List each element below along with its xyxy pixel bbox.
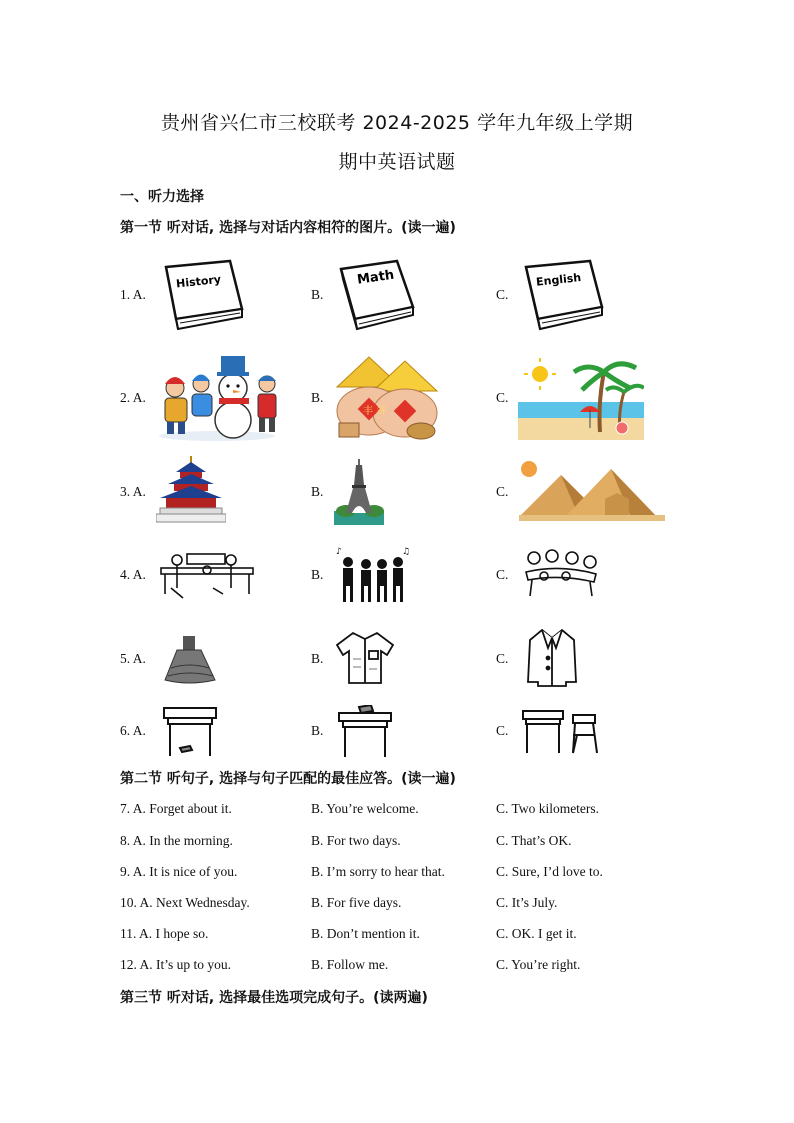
harvest-image xyxy=(333,351,441,441)
q12-option-b: B. Follow me. xyxy=(311,957,389,972)
q5-label-c: C. xyxy=(496,651,509,666)
q2-label-c: C. xyxy=(496,390,509,405)
q7-option-c: C. Two kilometers. xyxy=(496,801,600,816)
q6-label-c: C. xyxy=(496,723,509,738)
q10-option-a: 10. A. Next Wednesday. xyxy=(120,895,250,910)
pyramids-image xyxy=(519,459,665,521)
section2-heading: 第二节 听句子, 选择与句子匹配的最佳应答。(读一遍) xyxy=(120,771,456,787)
english-book-image xyxy=(522,257,610,337)
shirt-image xyxy=(335,629,395,685)
desk-with-item-on-top-image xyxy=(335,705,395,759)
q4-label-c: C. xyxy=(496,567,509,582)
q2-label-a: 2. A. xyxy=(120,390,146,405)
beach-image xyxy=(518,352,644,440)
math-book-image xyxy=(337,257,419,337)
q12-option-a: 12. A. It’s up to you. xyxy=(120,957,232,972)
q4-label-b: B. xyxy=(311,567,324,582)
dress-image xyxy=(163,632,217,686)
document-subtitle: 期中英语试题 xyxy=(338,151,456,173)
eiffel-tower-image xyxy=(334,459,384,525)
q9-option-a: 9. A. It is nice of you. xyxy=(120,864,238,879)
document-title: 贵州省兴仁市三校联考 2024-2025 学年九年级上学期 xyxy=(160,112,634,134)
svg-text:♫: ♫ xyxy=(402,547,411,557)
group-table-image xyxy=(520,546,600,602)
q10-option-b: B. For five days. xyxy=(311,895,402,910)
svg-text:♪: ♪ xyxy=(336,547,342,557)
section3-heading: 第三节 听对话, 选择最佳选项完成句子。(读两遍) xyxy=(120,990,428,1006)
svg-text:丰 谷: 丰 谷 xyxy=(363,406,387,417)
q7-option-a: 7. A. Forget about it. xyxy=(120,801,232,816)
q3-label-c: C. xyxy=(496,484,509,499)
q11-option-b: B. Don’t mention it. xyxy=(311,926,420,941)
classroom-sketch-image xyxy=(157,548,257,600)
q8-option-a: 8. A. In the morning. xyxy=(120,833,233,848)
q1-label-b: B. xyxy=(311,287,324,302)
q3-label-a: 3. A. xyxy=(120,484,146,499)
temple-of-heaven-image xyxy=(156,456,226,528)
q6-label-b: B. xyxy=(311,723,324,738)
section1-heading: 第一节 听对话, 选择与对话内容相符的图片。(读一遍) xyxy=(120,220,456,236)
book-label: History xyxy=(175,272,222,291)
q8-option-c: C. That’s OK. xyxy=(496,833,572,848)
q8-option-b: B. For two days. xyxy=(311,833,401,848)
q5-label-a: 5. A. xyxy=(120,651,146,666)
coat-image xyxy=(526,626,578,688)
q2-label-b: B. xyxy=(311,390,324,405)
desk-with-item-under-image xyxy=(160,704,220,758)
q11-option-a: 11. A. I hope so. xyxy=(120,926,209,941)
history-book-image xyxy=(160,257,248,337)
q6-label-a: 6. A. xyxy=(120,723,146,738)
desk-and-chair-image xyxy=(521,707,601,755)
q1-label-a: 1. A. xyxy=(120,287,146,302)
snowman-kids-image xyxy=(155,350,281,442)
q5-label-b: B. xyxy=(311,651,324,666)
q9-option-c: C. Sure, I’d love to. xyxy=(496,864,603,879)
q4-label-a: 4. A. xyxy=(120,567,146,582)
q3-label-b: B. xyxy=(311,484,324,499)
q12-option-c: C. You’re right. xyxy=(496,957,581,972)
q1-label-c: C. xyxy=(496,287,509,302)
part-heading: 一、听力选择 xyxy=(120,189,204,205)
q10-option-c: C. It’s July. xyxy=(496,895,558,910)
q11-option-c: C. OK. I get it. xyxy=(496,926,577,941)
q7-option-b: B. You’re welcome. xyxy=(311,801,419,816)
q9-option-b: B. I’m sorry to hear that. xyxy=(311,864,445,879)
svg-text:Math: Math xyxy=(356,267,396,288)
students-singing-image xyxy=(334,546,412,606)
svg-text:English: English xyxy=(535,271,582,289)
